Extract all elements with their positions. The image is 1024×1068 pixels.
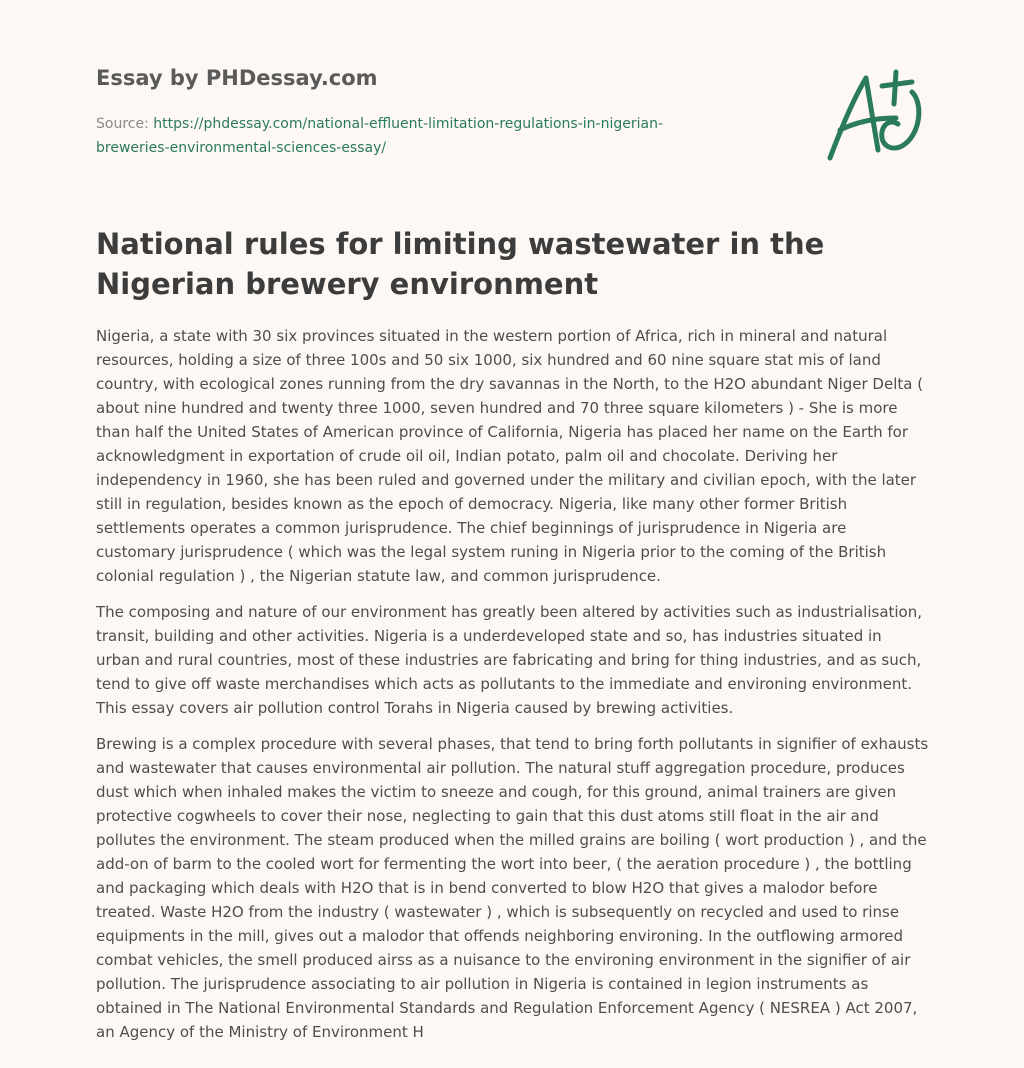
site-brand: Essay by PHDessay.com <box>96 66 378 90</box>
source-link[interactable]: https://phdessay.com/national-effluent-limitation-regulations-in-nigerian-breweries-environmental-sciences-essay/ <box>96 116 663 156</box>
source-label: Source: <box>96 116 154 132</box>
article-body <box>96 324 930 1056</box>
paragraph: The composing and nature of our environment has greatly been altered by activities such as industrialisation, transit, building and other activities. Nigeria is a underdeveloped state and so, has industries situated in urban and rural countries, most of these industries are fabricating and bring for thing industries, and as such, tend to give off waste merchandises which acts as pollutants to the immediate and environing environment. This essay covers air pollution control Torahs in Nigeria caused by brewing activities. <box>96 603 923 717</box>
source-line <box>96 112 716 160</box>
paragraph: Brewing is a complex procedure with several phases, that tend to bring forth pollutants in signifier of exhausts and wastewater that causes environmental air pollution. The natural stuff aggregation procedure, produces dust which when inhaled makes the victim to sneeze and cough, for this ground, animal trainers are given protective cogwheels to cover their nose, neglecting to gain that this dust atoms still float in the air and pollutes the environment. The steam produced when the milled grains are boiling ( wort production ) , and the add-on of barm to the cooled wort for fermenting the wort into beer, ( the aeration procedure ) , the bottling and packaging which deals with H2O that is in bend converted to blow H2O that gives a malodor before treated. Waste H2O from the industry ( wastewater ) , which is subsequently on recycled and used to rinse equipments in the mill, gives out a malodor that offends neighboring environing. In the outflowing armored combat vehicles, the smell produced airss as a nuisance to the environing environment in the signifier of air pollution. The jurisprudence associating to air pollution in Nigeria is contained in legion instruments as obtained in The National Environmental Standards and Regulation Enforcement Agency ( NESREA ) Act 2007, an Agency of the Ministry of Environment H <box>96 735 929 1041</box>
paragraph: Nigeria, a state with 30 six provinces situated in the western portion of Africa, rich in mineral and natural resources, holding a size of three 100s and 50 six 1000, six hundred and 60 nine square stat mis of land country, with ecological zones running from the dry savannas in the North, to the H2O abundant Niger Delta ( about nine hundred and twenty three 1000, seven hundred and 70 three square kilometers ) - She is more than half the United States of American province of California, Nigeria has placed her name on the Earth for acknowledgment in exportation of crude oil oil, Indian potato, palm oil and chocolate. Deriving her independency in 1960, she has been ruled and governed under the military and civilian epoch, with the later still in regulation, besides known as the epoch of democracy. Nigeria, like many other former British settlements operates a common jurisprudence. The chief beginnings of jurisprudence in Nigeria are customary jurisprudence ( which was the legal system runing in Nigeria prior to the coming of the British colonial regulation ) , the Nigerian statute law, and common jurisprudence. <box>96 327 924 585</box>
a-plus-logo-icon <box>820 66 930 166</box>
article-title: National rules for limiting wastewater in the Nigerian brewery environment <box>96 227 825 301</box>
page-header <box>96 64 796 160</box>
